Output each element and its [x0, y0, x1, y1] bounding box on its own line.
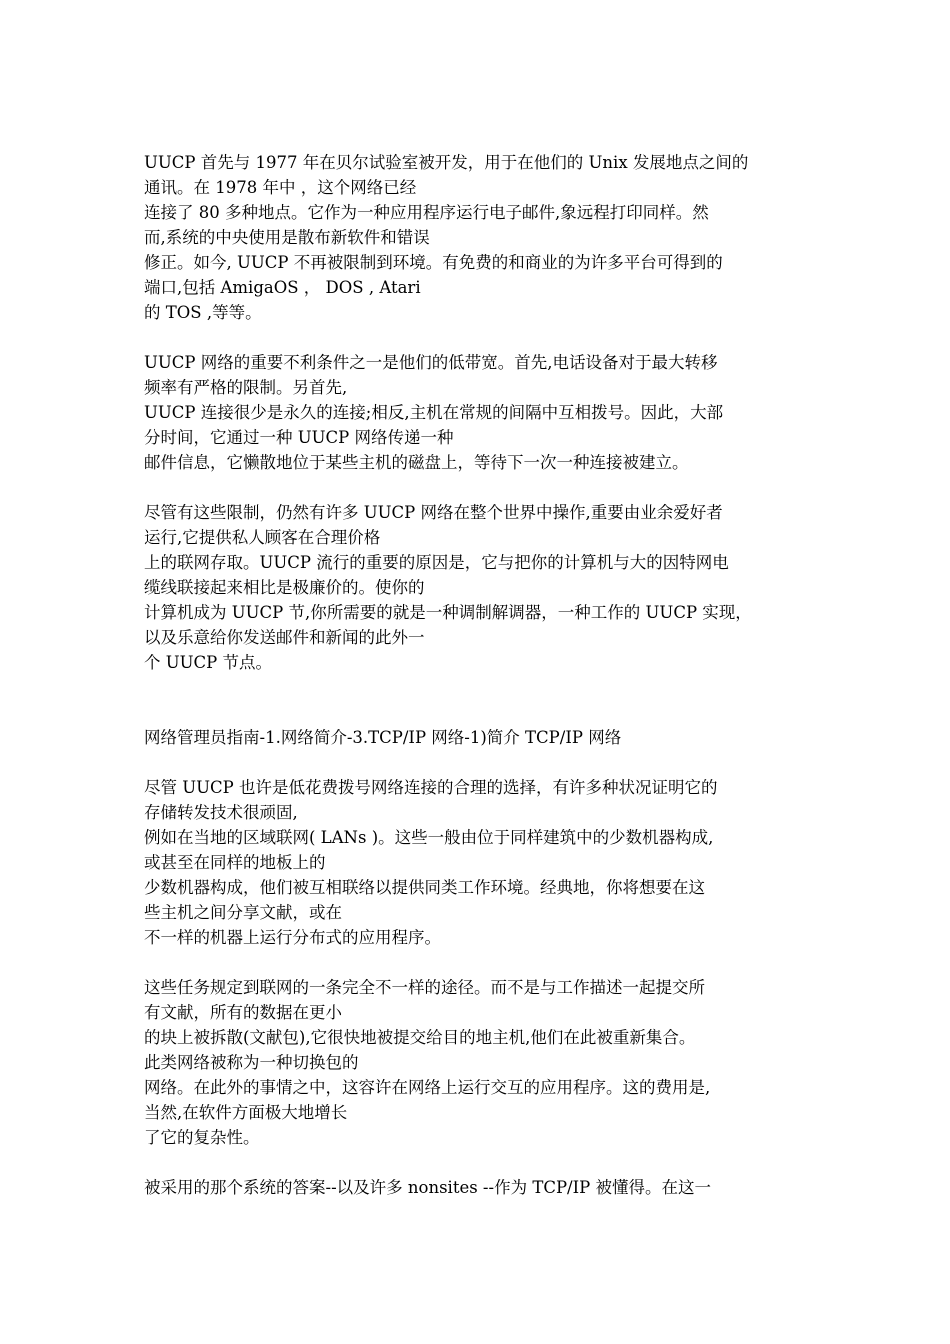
document-page: [144, 150, 812, 1225]
section-heading-text: 网络管理员指南-1.网络简介-3.TCP/IP 网络-1)简介 TCP/IP 网络: [144, 728, 622, 747]
text-line: 通讯。在 1978 年中 ，这个网络已经: [144, 178, 417, 197]
section-heading: [144, 725, 812, 750]
text-line: 邮件信息，它懒散地位于某些主机的磁盘上，等待下一次一种连接被建立。: [144, 453, 689, 472]
text-line: 连接了 80 多种地点。它作为一种应用程序运行电子邮件,象远程打印同样。然: [144, 203, 709, 222]
text-line: 尽管 UUCP 也许是低花费拨号网络连接的合理的选择，有许多种状况证明它的: [144, 778, 718, 797]
text-line: 有文献，所有的数据在更小: [144, 1003, 342, 1022]
text-line: 以及乐意给你发送邮件和新闻的此外一: [144, 628, 425, 647]
paragraph-packet-switching: [144, 975, 812, 1150]
text-line: 缆线联接起来相比是极廉价的。使你的: [144, 578, 425, 597]
paragraph-uucp-popularity: [144, 500, 812, 675]
text-line: 的 TOS ,等等。: [144, 303, 262, 322]
text-line: 了它的复杂性。: [144, 1128, 260, 1147]
text-line: 个 UUCP 节点。: [144, 653, 273, 672]
text-line: 网络。在此外的事情之中，这容许在网络上运行交互的应用程序。这的费用是,: [144, 1078, 711, 1097]
text-line: 的块上被拆散(文献包),它很快地被提交给目的地主机,他们在此被重新集合。: [144, 1028, 696, 1047]
text-line: 被采用的那个系统的答案--以及许多 nonsites --作为 TCP/IP 被懂得。在这一: [144, 1178, 711, 1197]
text-line: 上的联网存取。UUCP 流行的重要的原因是，它与把你的计算机与大的因特网电: [144, 553, 729, 572]
paragraph-uucp-history: [144, 150, 812, 325]
text-line: 例如在当地的区域联网( LANs )。这些一般由位于同样建筑中的少数机器构成,: [144, 828, 714, 847]
text-line: 当然,在软件方面极大地增长: [144, 1103, 348, 1122]
text-line: 频率有严格的限制。另首先,: [144, 378, 348, 397]
text-line: 此类网络被称为一种切换包的: [144, 1053, 359, 1072]
text-line: 修正。如今, UUCP 不再被限制到环境。有免费的和商业的为许多平台可得到的: [144, 253, 723, 272]
paragraph-uucp-bandwidth: [144, 350, 812, 475]
text-line: 而,系统的中央使用是散布新软件和错误: [144, 228, 430, 247]
text-line: 计算机成为 UUCP 节,你所需要的就是一种调制解调器，一种工作的 UUCP 实现，: [144, 603, 752, 622]
paragraph-tcpip-lan: [144, 775, 812, 950]
text-line: 存储转发技术很顽固,: [144, 803, 298, 822]
text-line: UUCP 连接很少是永久的连接;相反,主机在常规的间隔中互相拨号。因此，大部: [144, 403, 724, 422]
text-line: 尽管有这些限制，仍然有许多 UUCP 网络在整个世界中操作,重要由业余爱好者: [144, 503, 723, 522]
text-line: 或甚至在同样的地板上的: [144, 853, 326, 872]
text-line: 分时间，它通过一种 UUCP 网络传递一种: [144, 428, 454, 447]
text-line: 端口,包括 AmigaOS ， DOS , Atari: [144, 278, 421, 297]
text-line: 少数机器构成，他们被互相联络以提供同类工作环境。经典地，你将想要在这: [144, 878, 705, 897]
text-line: 运行,它提供私人顾客在合理价格: [144, 528, 381, 547]
paragraph-tcpip-answer: [144, 1175, 812, 1200]
text-line: 些主机之间分享文献，或在: [144, 903, 342, 922]
text-line: UUCP 首先与 1977 年在贝尔试验室被开发，用于在他们的 Unix 发展地点之间的: [144, 153, 749, 172]
text-line: UUCP 网络的重要不利条件之一是他们的低带宽。首先,电话设备对于最大转移: [144, 353, 718, 372]
text-line: 这些任务规定到联网的一条完全不一样的途径。而不是与工作描述一起提交所: [144, 978, 705, 997]
text-line: 不一样的机器上运行分布式的应用程序。: [144, 928, 441, 947]
